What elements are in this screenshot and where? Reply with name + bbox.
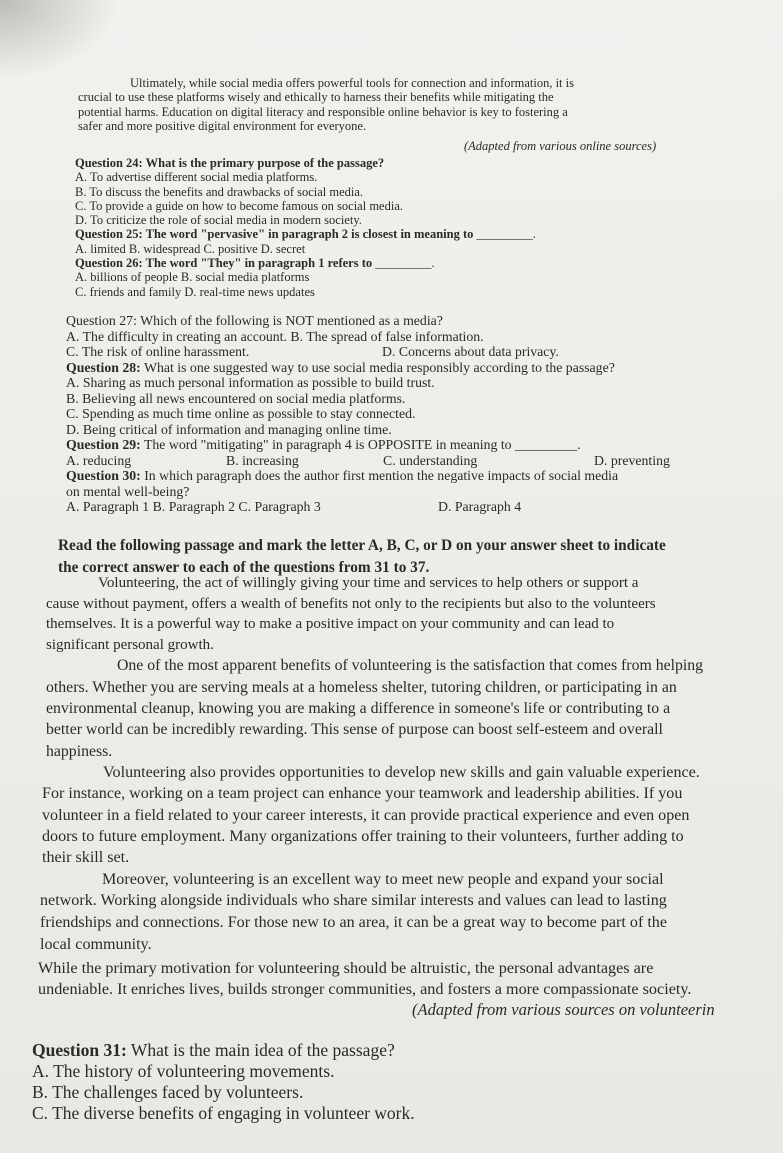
option: D. To criticize the role of social media in modern society.	[75, 213, 362, 228]
option: C. To provide a guide on how to become famous on social media.	[75, 198, 403, 213]
text-line: happiness.	[46, 742, 113, 760]
option: A. Sharing as much personal information as possible to build trust.	[66, 375, 435, 390]
passage-b-source: (Adapted from various sources on volunteerin	[412, 1000, 715, 1019]
question-25-stem: Question 25: The word "pervasive" in paragraph 2 is closest in meaning to _________.	[75, 227, 536, 242]
page-corner-shadow	[0, 0, 120, 80]
text-line: local community.	[40, 935, 152, 953]
option: C. The diverse benefits of engaging in volunteer work.	[32, 1103, 415, 1123]
option-row: A. The difficulty in creating an account. B. The spread of false information.	[66, 328, 484, 344]
option: C. friends and family D. real-time news updates	[75, 284, 315, 299]
text-line: better world can be incredibly rewarding. This sense of purpose can boost self-esteem and overall	[46, 721, 663, 739]
option: D. Being critical of information and managing online time.	[66, 421, 392, 437]
option: A. billions of people B. social media platforms	[75, 270, 310, 285]
option: A. The history of volunteering movements.	[32, 1061, 335, 1081]
text-line: significant personal growth.	[46, 636, 214, 653]
option: C. Spending as much time online as possible to stay connected.	[66, 406, 416, 421]
question-28-stem: Question 28: What is one suggested way to use social media responsibly according to the passage?	[66, 359, 615, 375]
text-line: cause without payment, offers a wealth of benefits not only to the recipients but also to the volunteers	[46, 595, 656, 612]
text-line: their skill set.	[42, 849, 130, 867]
text-line: While the primary motivation for volunteering should be altruistic, the personal advantages are	[38, 959, 654, 978]
option-row: A. reducing B. increasing C. understanding D. preventing	[66, 452, 670, 468]
questions-24-26	[75, 156, 536, 299]
text-line: friendships and connections. For those new to an area, it can be a great way to become part of the	[40, 914, 667, 932]
passage-a-source: (Adapted from various online sources)	[464, 139, 657, 153]
instruction-line: Read the following passage and mark the letter A, B, C, or D on your answer sheet to indicate	[58, 537, 666, 554]
paragraph-3	[42, 762, 703, 869]
instruction-line: the correct answer to each of the questions from 31 to 37.	[58, 559, 430, 576]
text-line: crucial to use these platforms wisely and ethically to harness their benefits while mitigating the	[78, 90, 554, 105]
question-26-stem: Question 26: The word "They" in paragraph 1 refers to _________.	[75, 256, 435, 271]
option: A. limited B. widespread C. positive D. secret	[75, 241, 306, 256]
question-30-stem: Question 30: In which paragraph does the author first mention the negative impacts of social media	[66, 468, 619, 483]
paragraph-4	[40, 869, 703, 955]
option: B. Believing all news encountered on social media platforms.	[66, 390, 406, 406]
text-line: undeniable. It enriches lives, builds stronger communities, and fosters a more compassionate society.	[38, 980, 692, 999]
text-line: themselves. It is a powerful way to make a positive impact on your community and can lead to	[46, 616, 615, 633]
option: A. To advertise different social media platforms.	[75, 170, 318, 185]
question-31-stem: Question 31: What is the main idea of the passage?	[32, 1040, 395, 1060]
question-27-stem: Question 27: Which of the following is NOT mentioned as a media?	[66, 313, 443, 328]
option-row: C. The risk of online harassment. D. Concerns about data privacy.	[66, 344, 559, 359]
text-line: potential harms. Education on digital literacy and responsible online behavior is key to fostering a	[78, 104, 568, 119]
text-line: safer and more positive digital environment for everyone.	[78, 118, 367, 133]
passage-volunteering	[38, 573, 704, 1000]
question-24-stem: Question 24: What is the primary purpose of the passage?	[75, 156, 385, 170]
paragraph-2	[46, 655, 703, 761]
text-line: volunteer in a field related to your career interests, it can provide practical experience and even open	[42, 806, 690, 824]
question-30-stem-cont: on mental well-being?	[66, 483, 190, 499]
paragraph-5	[38, 958, 703, 1000]
text-line: Volunteering, the act of willingly giving your time and services to help others or support a	[98, 575, 639, 591]
question-29-stem: Question 29: The word "mitigating" in paragraph 4 is OPPOSITE in meaning to _________.	[66, 437, 581, 452]
text-line: doors to future employment. Many organizations offer training to their volunteers, further adding to	[42, 828, 684, 846]
text-line: One of the most apparent benefits of volunteering is the satisfaction that comes from helping	[117, 657, 704, 675]
text-line: environmental cleanup, knowing you are making a difference in someone's life or contributing to a	[46, 699, 671, 717]
question-31	[32, 1040, 415, 1124]
text-line: For instance, working on a team project can enhance your teamwork and leadership abilities. If you	[42, 785, 683, 803]
text-line: Volunteering also provides opportunities to develop new skills and gain valuable experience.	[103, 763, 700, 781]
text-line: Moreover, volunteering is an excellent way to meet new people and expand your social	[102, 870, 664, 888]
questions-27-30	[66, 313, 670, 515]
text-line: network. Working alongside individuals who share similar interests and values can lead to lasting	[40, 892, 667, 910]
passage-a-closing	[78, 76, 574, 133]
option-row: A. Paragraph 1 B. Paragraph 2 C. Paragraph 3 D. Paragraph 4	[66, 499, 522, 514]
text-line: Ultimately, while social media offers powerful tools for connection and information, it is	[130, 76, 574, 90]
option: B. The challenges faced by volunteers.	[32, 1082, 304, 1102]
text-line: others. Whether you are serving meals at a homeless shelter, tutoring children, or participating in an	[46, 678, 677, 696]
paragraph-1	[46, 573, 703, 655]
option: B. To discuss the benefits and drawbacks of social media.	[75, 184, 364, 199]
